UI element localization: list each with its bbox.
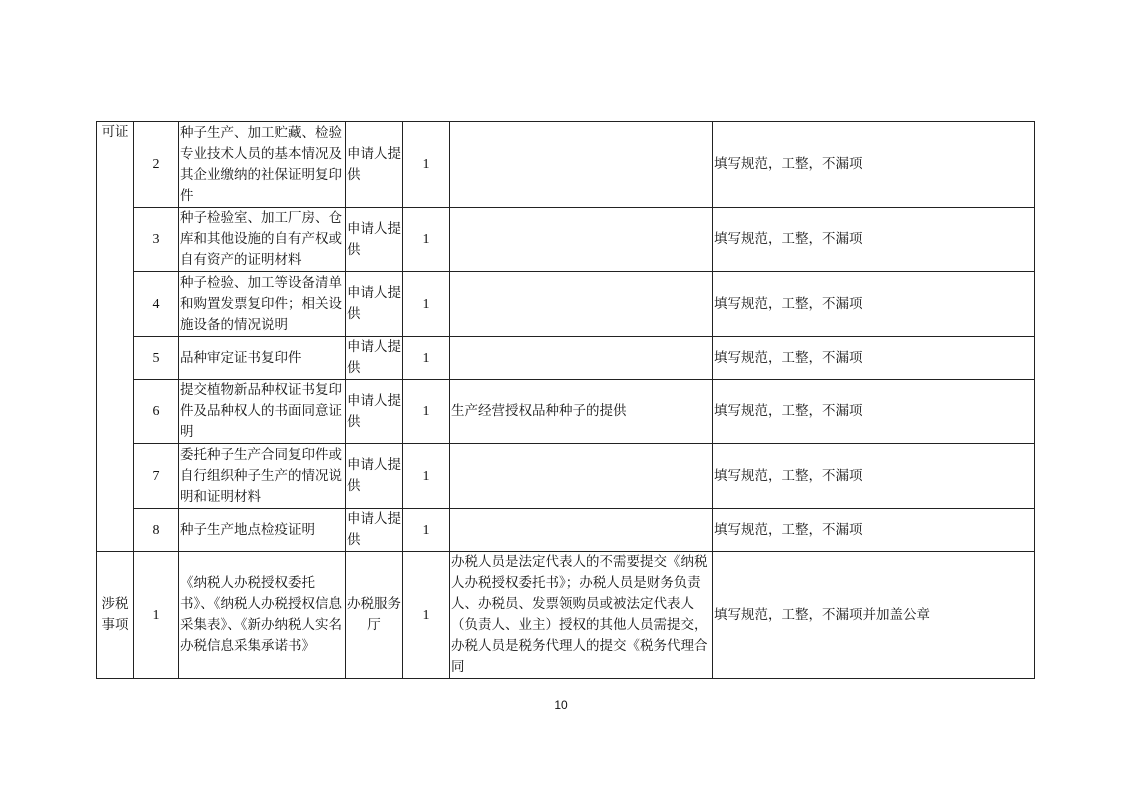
copy-count: 1 bbox=[403, 552, 450, 679]
material-note bbox=[450, 122, 713, 208]
material-name: 品种审定证书复印件 bbox=[179, 337, 346, 380]
material-note: 办税人员是法定代表人的不需要提交《纳税人办税授权委托书》；办税人员是财务负责人、办税员、发票领购员或被法定代表人（负责人、业主）授权的其他人员需提交，办税人员是税务代理人的提交《税务代理合同 bbox=[450, 552, 713, 679]
copy-count: 1 bbox=[403, 380, 450, 444]
material-name: 种子生产地点检疫证明 bbox=[179, 509, 346, 552]
material-source: 申请人提供 bbox=[346, 122, 403, 208]
material-source: 办税服务厅 bbox=[346, 552, 403, 679]
material-requirement: 填写规范，工整，不漏项 bbox=[713, 337, 1035, 380]
material-source: 申请人提供 bbox=[346, 337, 403, 380]
copy-count: 1 bbox=[403, 509, 450, 552]
table-row bbox=[97, 208, 1035, 272]
material-source: 申请人提供 bbox=[346, 380, 403, 444]
table-row bbox=[97, 122, 1035, 208]
material-name: 种子检验、加工等设备清单和购置发票复印件；相关设施设备的情况说明 bbox=[179, 272, 346, 337]
copy-count: 1 bbox=[403, 272, 450, 337]
table-row bbox=[97, 337, 1035, 380]
row-number: 7 bbox=[134, 444, 179, 509]
material-requirement: 填写规范，工整，不漏项 bbox=[713, 208, 1035, 272]
copy-count: 1 bbox=[403, 122, 450, 208]
material-note: 生产经营授权品种种子的提供 bbox=[450, 380, 713, 444]
row-number: 1 bbox=[134, 552, 179, 679]
material-note bbox=[450, 208, 713, 272]
row-number: 5 bbox=[134, 337, 179, 380]
table-row bbox=[97, 552, 1035, 679]
material-name: 提交植物新品种权证书复印件及品种权人的书面同意证明 bbox=[179, 380, 346, 444]
material-source: 申请人提供 bbox=[346, 272, 403, 337]
material-note bbox=[450, 337, 713, 380]
material-source: 申请人提供 bbox=[346, 208, 403, 272]
material-requirement: 填写规范，工整，不漏项并加盖公章 bbox=[713, 552, 1035, 679]
material-requirement: 填写规范，工整，不漏项 bbox=[713, 380, 1035, 444]
table-row bbox=[97, 272, 1035, 337]
document-table-wrapper bbox=[96, 121, 1034, 679]
material-name: 委托种子生产合同复印件或自行组织种子生产的情况说明和证明材料 bbox=[179, 444, 346, 509]
material-source: 申请人提供 bbox=[346, 509, 403, 552]
category-cell: 可证 bbox=[97, 122, 134, 552]
material-note bbox=[450, 444, 713, 509]
copy-count: 1 bbox=[403, 208, 450, 272]
page-number: 10 bbox=[554, 698, 568, 712]
material-requirement: 填写规范，工整，不漏项 bbox=[713, 122, 1035, 208]
row-number: 6 bbox=[134, 380, 179, 444]
category-cell: 涉税事项 bbox=[97, 552, 134, 679]
row-number: 4 bbox=[134, 272, 179, 337]
material-note bbox=[450, 509, 713, 552]
row-number: 2 bbox=[134, 122, 179, 208]
table-row bbox=[97, 444, 1035, 509]
table-row bbox=[97, 509, 1035, 552]
material-name: 《纳税人办税授权委托书》、《纳税人办税授权信息采集表》、《新办纳税人实名办税信息采集承诺书》 bbox=[179, 552, 346, 679]
copy-count: 1 bbox=[403, 337, 450, 380]
row-number: 8 bbox=[134, 509, 179, 552]
material-requirement: 填写规范，工整，不漏项 bbox=[713, 272, 1035, 337]
table-row bbox=[97, 380, 1035, 444]
material-note bbox=[450, 272, 713, 337]
material-requirement: 填写规范，工整，不漏项 bbox=[713, 509, 1035, 552]
material-name: 种子检验室、加工厂房、仓库和其他设施的自有产权或自有资产的证明材料 bbox=[179, 208, 346, 272]
copy-count: 1 bbox=[403, 444, 450, 509]
material-source: 申请人提供 bbox=[346, 444, 403, 509]
materials-table bbox=[96, 121, 1035, 679]
material-name: 种子生产、加工贮藏、检验专业技术人员的基本情况及其企业缴纳的社保证明复印件 bbox=[179, 122, 346, 208]
material-requirement: 填写规范，工整，不漏项 bbox=[713, 444, 1035, 509]
row-number: 3 bbox=[134, 208, 179, 272]
